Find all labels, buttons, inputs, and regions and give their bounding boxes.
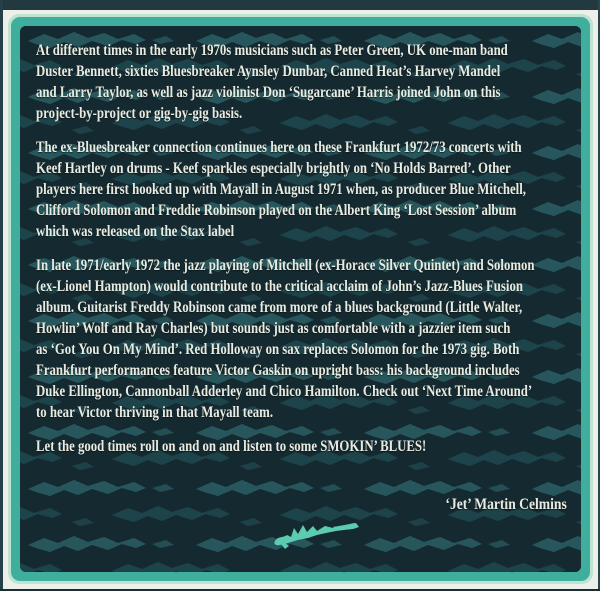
liner-line: In late 1971/early 1972 the jazz playing of Mitchell (ex-Horace Silver Quintet) and Solomon bbox=[36, 257, 535, 274]
liner-line: players here first hooked up with Mayall in August 1971 when, as producer Blue Mitchell, bbox=[36, 181, 526, 198]
liner-paragraph bbox=[36, 436, 581, 457]
liner-line: At different times in the early 1970s musicians such as Peter Green, UK one-man band bbox=[36, 42, 508, 59]
author-signature: ‘Jet’ Martin Celmins bbox=[445, 496, 567, 513]
liner-line: Duke Ellington, Cannonball Adderley and Chico Hamilton. Check out ‘Next Time Around’ bbox=[36, 383, 533, 400]
signature-row bbox=[424, 496, 567, 514]
liner-line: which was released on the Stax label bbox=[36, 223, 235, 240]
liner-line: The ex-Bluesbreaker connection continues here on these Frankfurt 1972/73 concerts with bbox=[36, 139, 522, 156]
frame-aqua bbox=[11, 17, 590, 581]
liner-paragraph bbox=[36, 255, 581, 423]
liner-line: Duster Bennett, sixties Bluesbreaker Aynsley Dunbar, Canned Heat’s Harvey Mandel bbox=[36, 63, 501, 80]
liner-line: and Larry Taylor, as well as jazz violinist Don ‘Sugarcane’ Harris joined John on this bbox=[36, 84, 501, 101]
liner-line: Keef Hartley on drums - Keef sparkles especially brightly on ‘No Holds Barred’. Other bbox=[36, 160, 511, 177]
liner-line: project-by-project or gig-by-gig basis. bbox=[36, 105, 243, 122]
liner-paragraph bbox=[36, 40, 581, 124]
liner-paragraph bbox=[36, 137, 581, 242]
liner-line: Clifford Solomon and Freddie Robinson played on the Albert King ‘Lost Session’ album bbox=[36, 202, 517, 219]
lizard-squiggle-icon bbox=[270, 514, 362, 550]
liner-line: album. Guitarist Freddy Robinson came from more of a blues background (Little Walter, bbox=[36, 299, 523, 316]
scan-edge-top bbox=[0, 0, 600, 10]
frame-pale-highlight bbox=[8, 14, 593, 584]
liner-line: (ex-Lionel Hampton) would contribute to the critical acclaim of John’s Jazz-Blues Fusion bbox=[36, 278, 523, 295]
liner-line: to hear Victor thriving in that Mayall team. bbox=[36, 404, 274, 421]
liner-line: Frankfurt performances feature Victor Gaskin on upright bass: his background includes bbox=[36, 362, 520, 379]
liner-line: Let the good times roll on and on and listen to some SMOKIN’ BLUES! bbox=[36, 438, 427, 455]
liner-line: Howlin’ Wolf and Ray Charles) but sounds just as comfortable with a jazzier item such bbox=[36, 320, 511, 337]
liner-notes bbox=[20, 26, 581, 457]
notes-panel bbox=[20, 26, 581, 572]
liner-line: as ‘Got You On My Mind’. Red Holloway on sax replaces Solomon for the 1973 gig. Both bbox=[36, 341, 520, 358]
white-mat bbox=[3, 10, 598, 589]
